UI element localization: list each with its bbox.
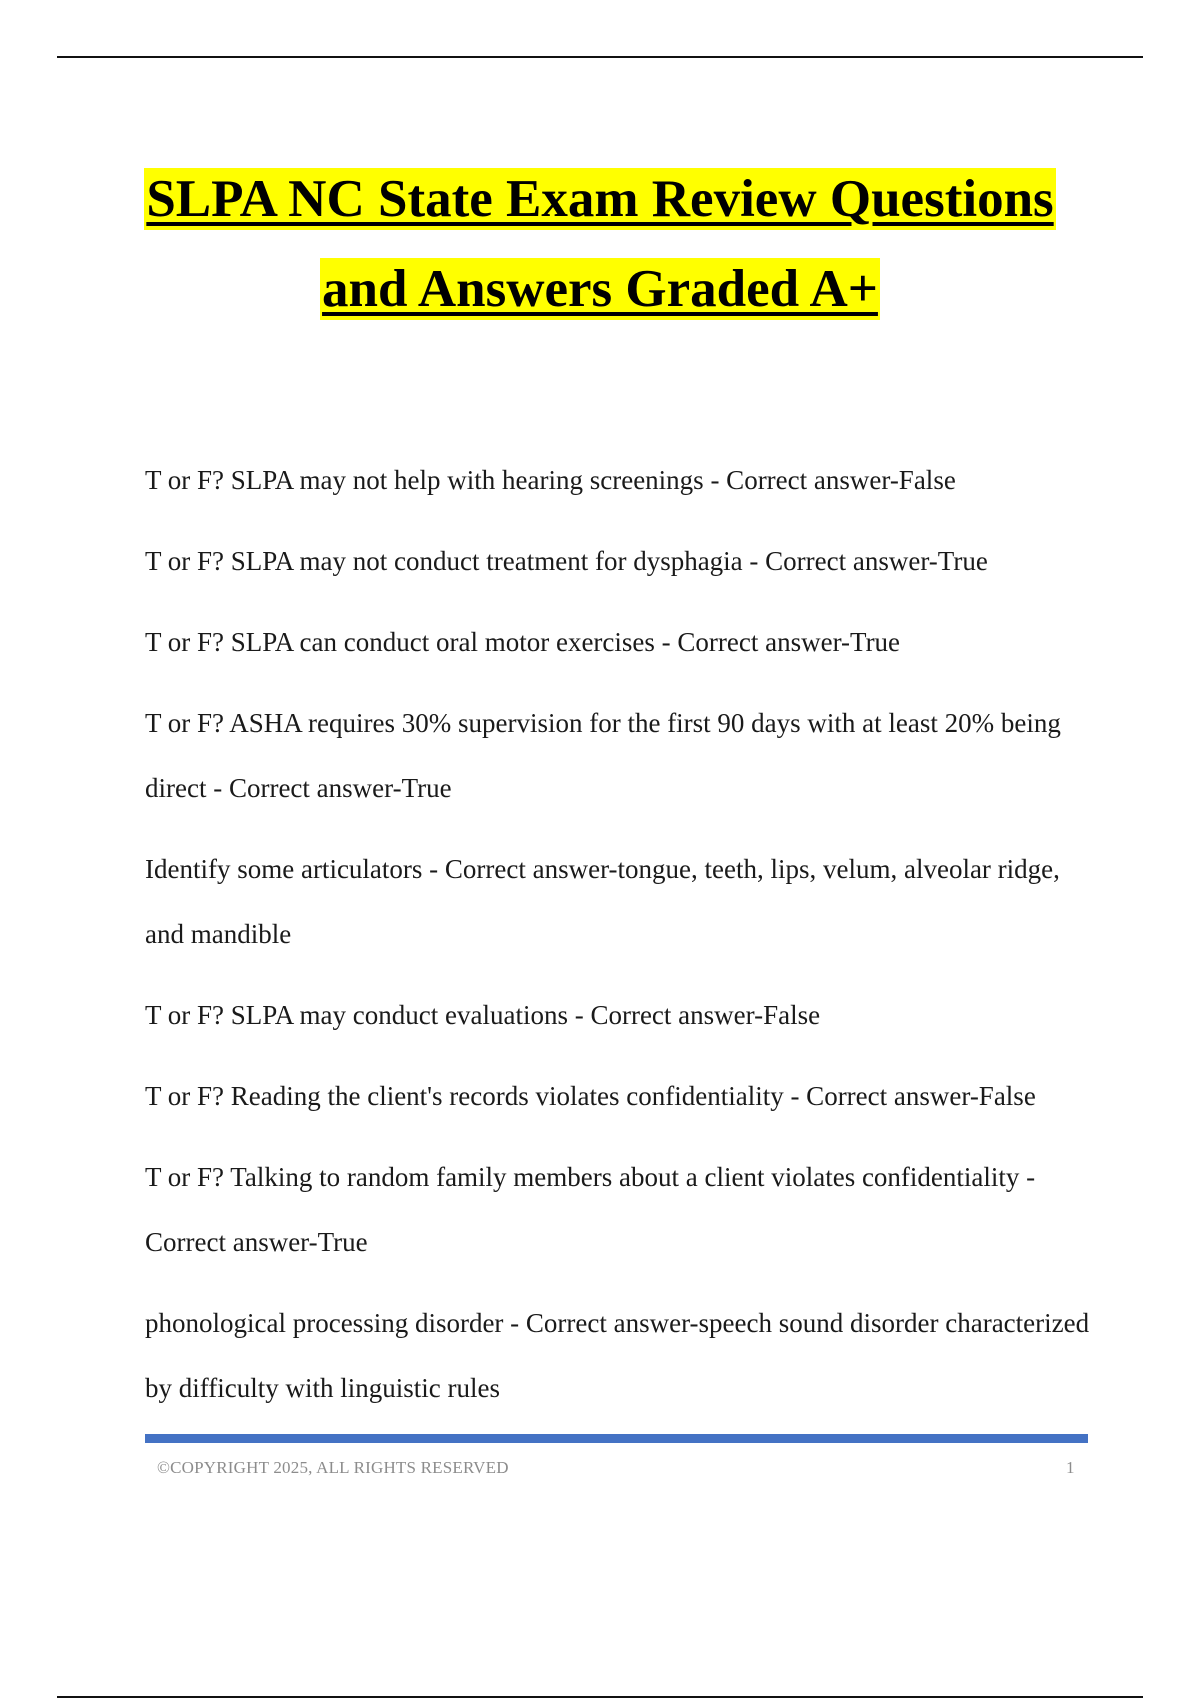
document-title <box>0 168 1200 320</box>
qa-item: T or F? SLPA may conduct evaluations - Correct answer-False <box>145 1000 821 1030</box>
page-number: 1 <box>1066 1458 1075 1477</box>
qa-item: phonological processing disorder - Correct answer-speech sound disorder characterized by difficulty with linguistic rules <box>145 1308 1090 1403</box>
top-rule <box>57 56 1143 58</box>
qa-item: Identify some articulators - Correct answer-tongue, teeth, lips, velum, alveolar ridge, and mandible <box>145 854 1060 949</box>
copyright-notice: ©COPYRIGHT 2025, ALL RIGHTS RESERVED <box>157 1458 509 1477</box>
title-line-2: and Answers Graded A+ <box>322 260 878 318</box>
footer-bar <box>145 1434 1088 1443</box>
qa-item: T or F? SLPA can conduct oral motor exercises - Correct answer-True <box>145 627 901 657</box>
qa-item: T or F? Reading the client's records violates confidentiality - Correct answer-False <box>145 1081 1036 1111</box>
title-line-1: SLPA NC State Exam Review Questions <box>146 170 1054 228</box>
bottom-rule <box>57 1696 1143 1698</box>
qa-item: T or F? SLPA may not conduct treatment for dysphagia - Correct answer-True <box>145 546 988 576</box>
qa-item: T or F? Talking to random family members about a client violates confidentiality - Correct answer-True <box>145 1162 1036 1257</box>
qa-list <box>145 448 1105 1437</box>
qa-item: T or F? ASHA requires 30% supervision for the first 90 days with at least 20% being direct - Correct answer-True <box>145 708 1061 803</box>
qa-item: T or F? SLPA may not help with hearing screenings - Correct answer-False <box>145 465 956 495</box>
